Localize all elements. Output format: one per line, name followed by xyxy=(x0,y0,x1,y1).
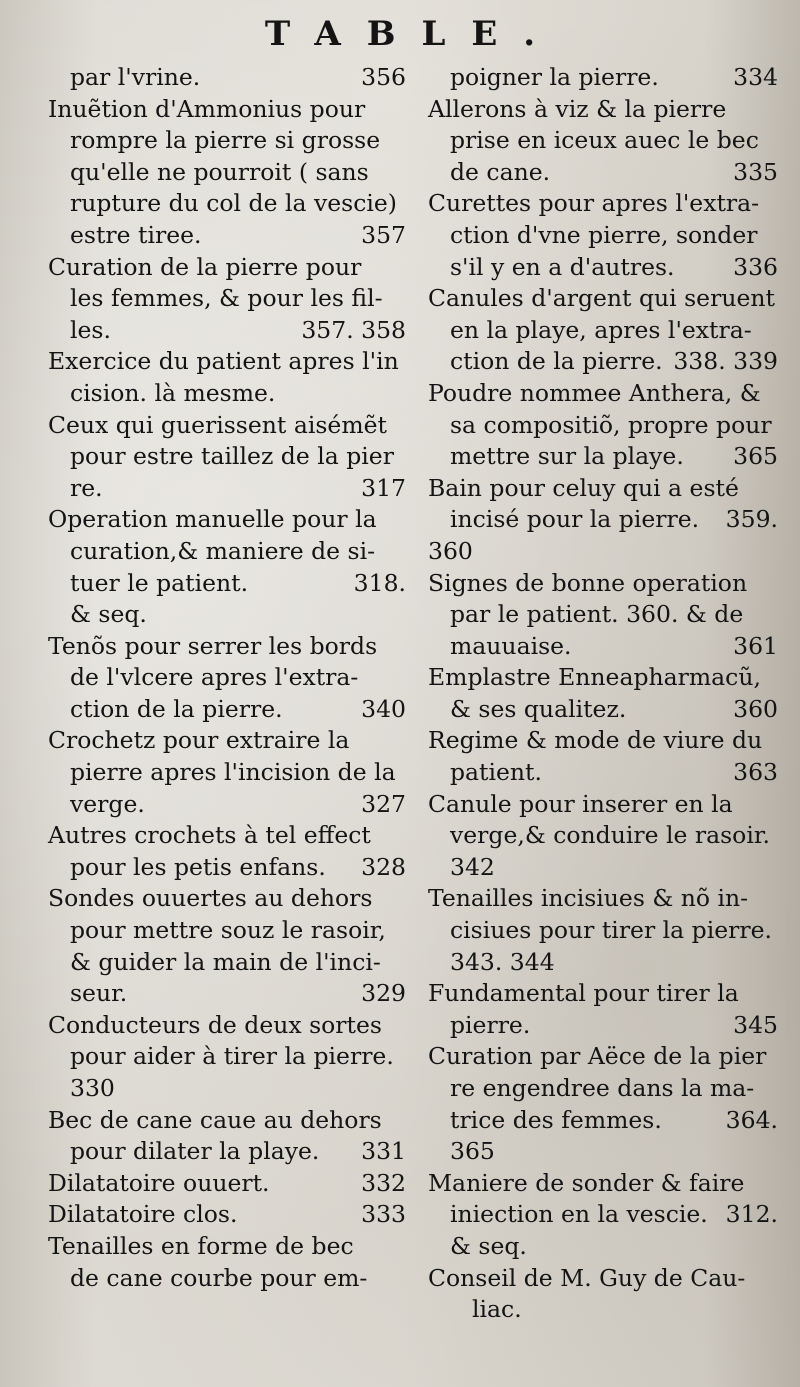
entry-text: incisé pour la pierre. xyxy=(450,505,700,534)
entry-text: par l'vrine. xyxy=(70,63,201,91)
index-entry-line xyxy=(428,1263,778,1295)
index-entry-line xyxy=(48,915,406,947)
entry-text: de cane. xyxy=(450,157,551,186)
index-entry-line xyxy=(48,1105,406,1137)
entry-text: & seq. xyxy=(70,600,147,629)
index-entry-line xyxy=(48,883,406,915)
entry-text: & ses qualitez. xyxy=(450,694,627,723)
entry-text: cisiues pour tirer la pierre. xyxy=(450,916,772,945)
entry-text: Poudre nommee Anthera, & xyxy=(428,378,761,407)
entry-text: ction de la pierre. xyxy=(450,347,663,376)
page-number: 359. xyxy=(725,505,778,534)
index-entry-line xyxy=(48,1041,406,1073)
entry-text: de l'vlcere apres l'extra- xyxy=(70,663,359,692)
index-entry-line xyxy=(48,283,406,315)
index-entry-line xyxy=(48,536,406,568)
index-entry-line xyxy=(48,1168,406,1200)
index-entry-line xyxy=(48,94,406,126)
entry-text: pour dilater la playe. xyxy=(70,1137,320,1166)
index-entry-line xyxy=(48,568,406,600)
index-entry-line xyxy=(48,662,406,694)
index-entry-line xyxy=(428,1010,778,1042)
index-entry-line xyxy=(48,62,406,94)
page-number: 363 xyxy=(733,758,778,787)
entry-text: Dilatatoire ouuert. xyxy=(48,1168,270,1197)
entry-text: rompre la pierre si grosse xyxy=(70,126,381,155)
index-entry-line xyxy=(48,1136,406,1168)
entry-text: Regime & mode de viure du xyxy=(428,726,763,755)
index-entry-line xyxy=(48,188,406,220)
index-entry-line xyxy=(428,568,778,600)
index-entry-line xyxy=(428,315,778,347)
entry-text: Exercice du patient apres l'in xyxy=(48,347,399,376)
index-entry-line xyxy=(428,283,778,315)
entry-text: Maniere de sonder & faire xyxy=(428,1168,745,1197)
entry-text: & seq. xyxy=(450,1231,527,1260)
index-entry-line xyxy=(48,978,406,1010)
entry-text: Conseil de M. Guy de Cau- xyxy=(428,1263,746,1292)
entry-text: Curettes pour apres l'extra- xyxy=(428,189,760,218)
entry-text: Curation par Aëce de la pier xyxy=(428,1042,767,1071)
index-entry-line xyxy=(428,947,778,979)
index-entry-line xyxy=(48,1199,406,1231)
entry-text: curation,& maniere de si- xyxy=(70,536,376,565)
index-entry-line xyxy=(48,410,406,442)
index-column-right xyxy=(428,62,778,1326)
entry-text: Inuẽtion d'Ammonius pour xyxy=(48,94,366,123)
index-entry-line xyxy=(428,536,778,568)
entry-text: par le patient. 360. & de xyxy=(450,600,744,629)
index-entry-line xyxy=(428,125,778,157)
index-entry-line xyxy=(428,1294,778,1326)
index-entry-line xyxy=(428,220,778,252)
entry-text: Tenõs pour serrer les bords xyxy=(48,631,378,660)
page-number: 333 xyxy=(361,1200,406,1229)
index-entry-line xyxy=(48,125,406,157)
index-entry-line xyxy=(428,378,778,410)
entry-text: Canule pour inserer en la xyxy=(428,789,733,818)
index-entry-line xyxy=(428,473,778,505)
index-entry-line xyxy=(428,662,778,694)
entry-text: rupture du col de la vescie) xyxy=(70,189,397,218)
index-entry-line xyxy=(428,1168,778,1200)
entry-text: tuer le patient. xyxy=(70,568,249,597)
index-entry-line xyxy=(428,1136,778,1168)
page-number: 334 xyxy=(733,63,778,91)
entry-text: Autres crochets à tel effect xyxy=(48,821,371,850)
index-entry-line xyxy=(48,725,406,757)
entry-text: re engendree dans la ma- xyxy=(450,1074,755,1102)
index-entry-line xyxy=(48,378,406,410)
index-entry-line xyxy=(48,599,406,631)
index-entry-line xyxy=(48,504,406,536)
entry-text: Bec de cane caue au dehors xyxy=(48,1105,382,1134)
entry-text: ction d'vne pierre, sonder xyxy=(450,220,758,249)
page-number: 365 xyxy=(733,442,778,471)
page-number: 318. xyxy=(353,568,406,597)
page-number: 332 xyxy=(361,1168,406,1197)
entry-text: Tenailles incisiues & nõ in- xyxy=(428,884,749,913)
entry-text: les femmes, & pour les fil- xyxy=(70,284,383,313)
index-entry-line xyxy=(428,1231,778,1263)
entry-text: prise en iceux auec le bec xyxy=(450,126,759,155)
entry-text: Dilatatoire clos. xyxy=(48,1200,238,1229)
index-column-left xyxy=(48,62,406,1294)
index-entry-line xyxy=(428,252,778,284)
entry-text: Bain pour celuy qui a esté xyxy=(428,473,739,502)
index-entry-line xyxy=(48,947,406,979)
page-number: 364. xyxy=(725,1105,778,1134)
page-number: 345 xyxy=(733,1010,778,1039)
page-number: 360 xyxy=(733,694,778,723)
index-entry-line xyxy=(48,346,406,378)
entry-text: pour les petis enfans. xyxy=(70,852,326,881)
entry-text: Sondes ouuertes au dehors xyxy=(48,884,373,913)
index-entry-line xyxy=(48,1010,406,1042)
index-entry-line xyxy=(428,599,778,631)
index-entry-line xyxy=(428,504,778,536)
entry-text: liac. xyxy=(472,1295,522,1324)
entry-text: pour aider à tirer la pierre. xyxy=(70,1042,394,1071)
page-number: 357 xyxy=(361,220,406,249)
page-header-title: TABLE. xyxy=(264,14,562,54)
entry-text: verge,& conduire le rasoir. xyxy=(450,821,770,850)
entry-text: pour estre taillez de la pier xyxy=(70,442,394,471)
index-entry-line xyxy=(428,694,778,726)
index-entry-line xyxy=(428,1041,778,1073)
entry-text: Signes de bonne operation xyxy=(428,568,748,597)
index-entry-line xyxy=(48,694,406,726)
index-entry-line xyxy=(48,1263,406,1295)
entry-text: Conducteurs de deux sortes xyxy=(48,1010,382,1039)
index-entry-line xyxy=(48,220,406,252)
entry-text: verge. xyxy=(70,789,145,818)
entry-text: & guider la main de l'inci- xyxy=(70,947,381,976)
index-entry-line xyxy=(428,852,778,884)
index-entry-line xyxy=(428,1105,778,1137)
index-entry-line xyxy=(48,1231,406,1263)
entry-text: 343. 344 xyxy=(450,947,555,976)
page-number: 336 xyxy=(733,252,778,281)
index-entry-line xyxy=(428,1199,778,1231)
index-entry-line xyxy=(428,820,778,852)
entry-text: Crochetz pour extraire la xyxy=(48,726,350,755)
entry-text: en la playe, apres l'extra- xyxy=(450,315,752,344)
index-entry-line xyxy=(428,915,778,947)
entry-text: Allerons à viz & la pierre xyxy=(428,94,727,123)
page-number: 340 xyxy=(361,694,406,723)
entry-text: 365 xyxy=(450,1137,495,1166)
index-entry-line xyxy=(48,441,406,473)
page-number: 328 xyxy=(361,852,406,881)
page-number: 312. xyxy=(725,1200,778,1229)
entry-text: cision. là mesme. xyxy=(70,378,276,407)
index-entry-line xyxy=(48,757,406,789)
index-entry-line xyxy=(428,94,778,126)
index-entry-line xyxy=(428,1073,778,1105)
entry-text: Fundamental pour tirer la xyxy=(428,979,739,1008)
index-entry-line xyxy=(428,188,778,220)
entry-text: 360 xyxy=(428,536,473,565)
index-entry-line xyxy=(428,346,778,378)
page-number: 327 xyxy=(361,789,406,818)
entry-text: poigner la pierre. xyxy=(450,63,659,91)
entry-text: estre tiree. xyxy=(70,220,202,249)
entry-text: Curation de la pierre pour xyxy=(48,252,362,281)
entry-text: Ceux qui guerissent aisémẽt xyxy=(48,410,387,439)
entry-text: patient. xyxy=(450,758,542,787)
entry-text: les. xyxy=(70,315,111,344)
index-entry-line xyxy=(428,757,778,789)
index-entry-line xyxy=(48,631,406,663)
page-number: 317 xyxy=(361,473,406,502)
entry-text: de cane courbe pour em- xyxy=(70,1263,368,1292)
page-number: 335 xyxy=(733,157,778,186)
index-entry-line xyxy=(428,410,778,442)
page-number: 357. 358 xyxy=(301,315,406,344)
page-number: 331 xyxy=(361,1137,406,1166)
entry-text: Canules d'argent qui seruent xyxy=(428,284,775,313)
index-entry-line xyxy=(48,473,406,505)
index-entry-line xyxy=(428,883,778,915)
index-entry-line xyxy=(428,157,778,189)
index-entry-line xyxy=(428,62,778,94)
entry-text: pierre. xyxy=(450,1010,531,1039)
page-number: 329 xyxy=(361,979,406,1008)
index-entry-line xyxy=(48,789,406,821)
entry-text: mauuaise. xyxy=(450,631,572,660)
index-entry-line xyxy=(428,631,778,663)
index-entry-line xyxy=(428,789,778,821)
entry-text: 342 xyxy=(450,852,495,881)
entry-text: ction de la pierre. xyxy=(70,694,283,723)
entry-text: Tenailles en forme de bec xyxy=(48,1231,354,1260)
entry-text: Emplastre Enneapharmacũ, xyxy=(428,663,761,692)
index-entry-line xyxy=(48,852,406,884)
index-entry-line xyxy=(48,315,406,347)
index-entry-line xyxy=(48,1073,406,1105)
index-entry-line xyxy=(428,978,778,1010)
entry-text: s'il y en a d'autres. xyxy=(450,252,675,281)
page-number: 338. 339 xyxy=(673,347,778,376)
page-number: 356 xyxy=(361,63,406,91)
entry-text: mettre sur la playe. xyxy=(450,442,684,471)
entry-text: trice des femmes. xyxy=(450,1105,662,1134)
entry-text: 330 xyxy=(70,1074,115,1102)
index-entry-line xyxy=(428,725,778,757)
index-entry-line xyxy=(48,157,406,189)
page-number: 361 xyxy=(733,631,778,660)
entry-text: Operation manuelle pour la xyxy=(48,505,377,534)
entry-text: re. xyxy=(70,473,103,502)
entry-text: seur. xyxy=(70,979,128,1008)
entry-text: sa compositiõ, propre pour xyxy=(450,410,772,439)
entry-text: pierre apres l'incision de la xyxy=(70,758,396,787)
entry-text: pour mettre souz le rasoir, xyxy=(70,916,386,945)
entry-text: qu'elle ne pourroit ( sans xyxy=(70,157,369,186)
index-entry-line xyxy=(48,252,406,284)
entry-text: iniection en la vescie. xyxy=(450,1200,708,1229)
index-entry-line xyxy=(48,820,406,852)
index-entry-line xyxy=(428,441,778,473)
